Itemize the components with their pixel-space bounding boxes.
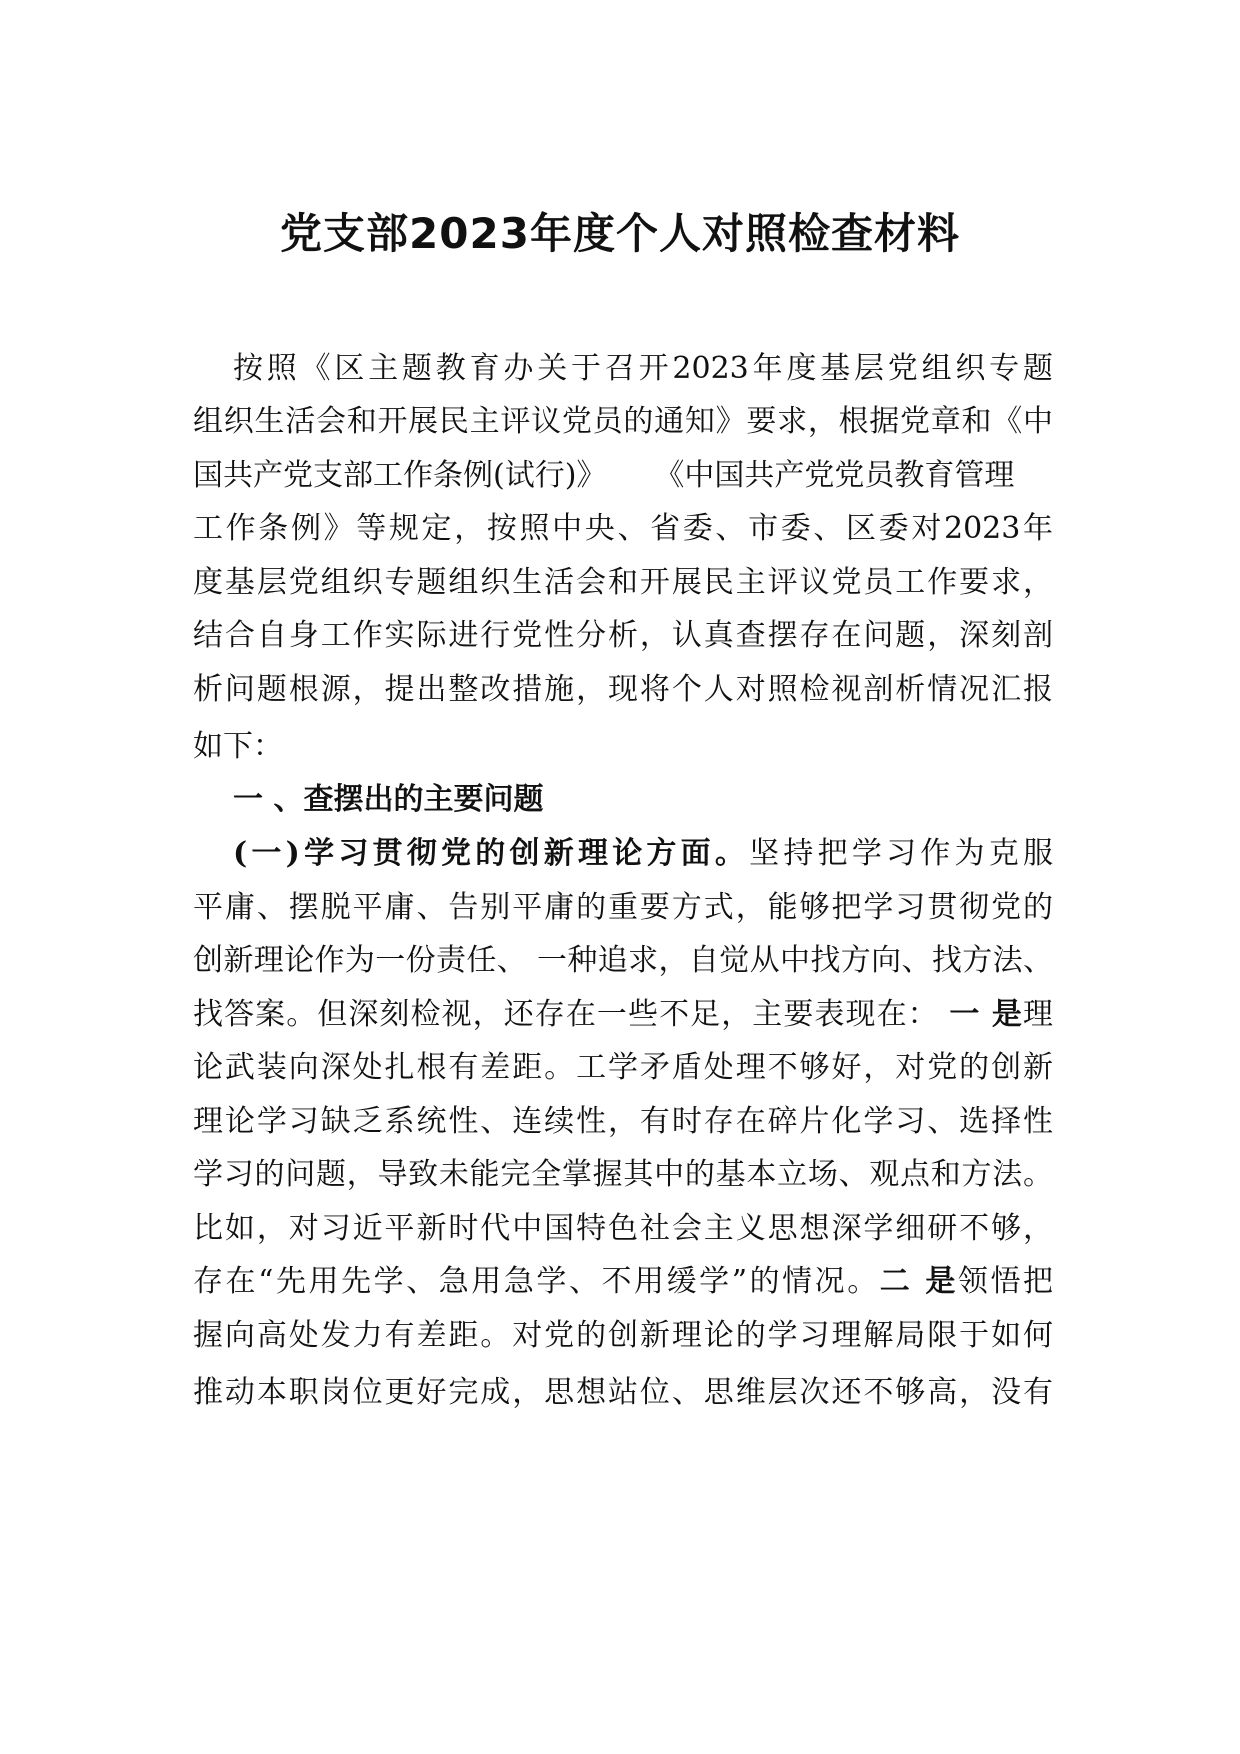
intro-line-8: 如下： [193, 729, 283, 764]
sub1-line-5: 论武装向深处扎根有差距。工学矛盾处理不够好，对党的创新 [193, 1050, 1053, 1085]
sub1-first-line-rest: 坚持把学习作为克服 [749, 836, 1053, 871]
sub1-point-one-label: 一 是 [949, 997, 1023, 1032]
sub1-line-3: 创新理论作为一份责任、 一种追求，自觉从中找方向、找方法、 [193, 943, 1053, 978]
document-title: 党支部2023年度个人对照检查材料 [280, 209, 960, 258]
intro-line-4: 工作条例》等规定，按照中央、省委、市委、区委对2023年 [193, 511, 1053, 546]
section-heading-1: 一 、查摆出的主要问题 [233, 782, 544, 817]
sub1-line-7: 学习的问题，导致未能完全掌握其中的基本立场、观点和方法。 [193, 1157, 1053, 1192]
sub1-heading: (一)学习贯彻党的创新理论方面。 [233, 836, 750, 871]
intro-line-6: 结合自身工作实际进行党性分析，认真查摆存在问题，深刻剖 [193, 618, 1053, 653]
sub1-line-4-part-3: 理 [1023, 997, 1053, 1032]
sub1-line-11: 推动本职岗位更好完成，思想站位、思维层次还不够高，没有 [193, 1375, 1053, 1410]
intro-line-2: 组织生活会和开展民主评议党员的通知》要求，根据党章和《中 [193, 404, 1053, 439]
sub1-line-6: 理论学习缺乏系统性、连续性，有时存在碎片化学习、选择性 [193, 1104, 1053, 1139]
sub1-point-two-label: 二 是 [879, 1264, 958, 1299]
sub1-line-9-part-3: 领悟把 [957, 1264, 1053, 1299]
sub1-line-9-part-1: 存在“先用先学、急用急学、不用缓学”的情况。 [193, 1264, 880, 1299]
intro-line-1: 按照《区主题教育办关于召开2023年度基层党组织专题 [233, 351, 1053, 386]
sub1-line-2: 平庸、摆脱平庸、告别平庸的重要方式，能够把学习贯彻党的 [193, 890, 1053, 925]
sub1-line-4 [193, 995, 1053, 1035]
sub1-line-10: 握向高处发力有差距。对党的创新理论的学习理解局限于如何 [193, 1318, 1053, 1353]
intro-line-3-part-1: 国共产党支部工作条例(试行)》 [193, 458, 607, 493]
sub1-line-8: 比如，对习近平新时代中国特色社会主义思想深学细研不够， [193, 1211, 1053, 1246]
sub1-line-9 [193, 1262, 1053, 1302]
intro-line-7: 析问题根源，提出整改措施，现将个人对照检视剖析情况汇报 [193, 672, 1053, 707]
intro-line-5: 度基层党组织专题组织生活会和开展民主评议党员工作要求， [193, 565, 1053, 600]
sub1-line-4-part-1: 找答案。但深刻检视，还存在一些不足，主要表现在： [193, 997, 939, 1032]
intro-line-3 [193, 456, 1053, 496]
intro-line-3-part-2: 《中国共产党党员教育管理 [654, 458, 1015, 493]
sub1-first-line [233, 834, 1053, 874]
